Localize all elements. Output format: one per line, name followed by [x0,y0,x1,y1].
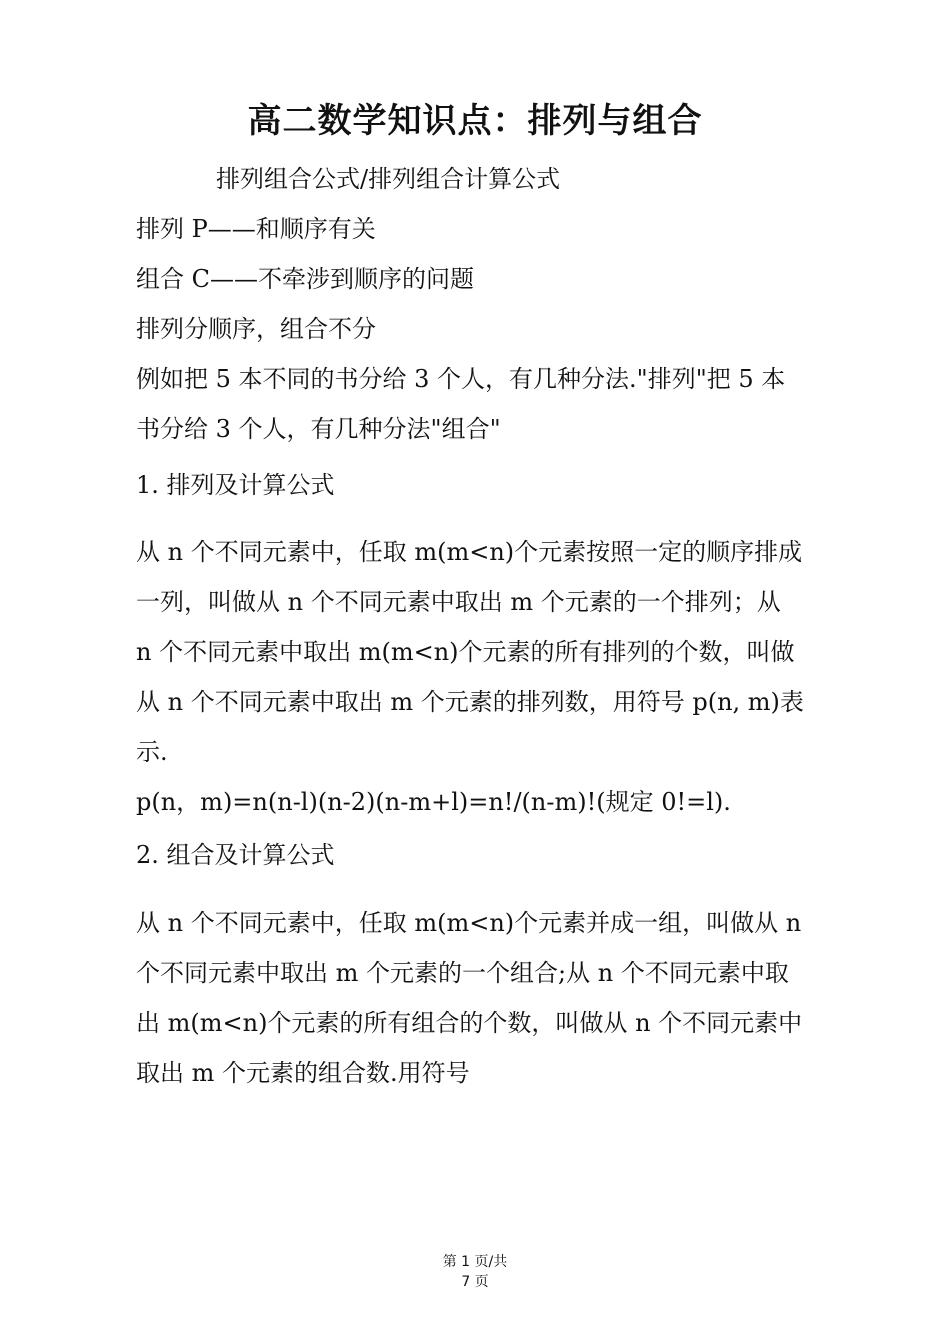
paragraph-line: 个不同元素中取出 m 个元素的一个组合;从 n 个不同元素中取 [136,959,789,987]
paragraph-line: 一列，叫做从 n 个不同元素中取出 m 个元素的一个排列；从 [136,588,781,616]
section-heading-permutation: 1. 排列及计算公式 [136,471,335,499]
paragraph-line: 从 n 个不同元素中取出 m 个元素的排列数，用符号 p(n, m)表 [136,688,804,716]
paragraph-line: 从 n 个不同元素中，任取 m(m<n)个元素并成一组，叫做从 n [136,909,802,937]
page-title: 高二数学知识点：排列与组合 [247,101,703,141]
section-heading-combination: 2. 组合及计算公式 [136,841,335,869]
page-total-label: 7 页 [461,1274,489,1290]
intro-line: 组合 C——不牵涉到顺序的问题 [136,265,474,293]
permutation-formula: p(n，m)=n(n-l)(n-2)(n-m+l)=n!/(n-m)!(规定 0!=l). [136,788,731,816]
intro-line: 排列分顺序，组合不分 [136,315,376,343]
intro-line: 例如把 5 本不同的书分给 3 个人，有几种分法."排列"把 5 本 [136,365,786,393]
page-footer [0,1252,950,1292]
paragraph-line: 出 m(m<n)个元素的所有组合的个数，叫做从 n 个不同元素中 [136,1009,803,1037]
intro-line: 书分给 3 个人，有几种分法"组合" [136,415,501,443]
paragraph-line: 取出 m 个元素的组合数.用符号 [136,1059,470,1087]
document-subtitle: 排列组合公式/排列组合计算公式 [216,165,561,193]
paragraph-line: 示. [136,738,168,766]
paragraph-line: 从 n 个不同元素中，任取 m(m<n)个元素按照一定的顺序排成 [136,538,803,566]
page-number-label: 第 1 页/共 [442,1254,508,1270]
paragraph-line: n 个不同元素中取出 m(m<n)个元素的所有排列的个数，叫做 [136,638,795,666]
intro-line: 排列 P——和顺序有关 [136,215,376,243]
